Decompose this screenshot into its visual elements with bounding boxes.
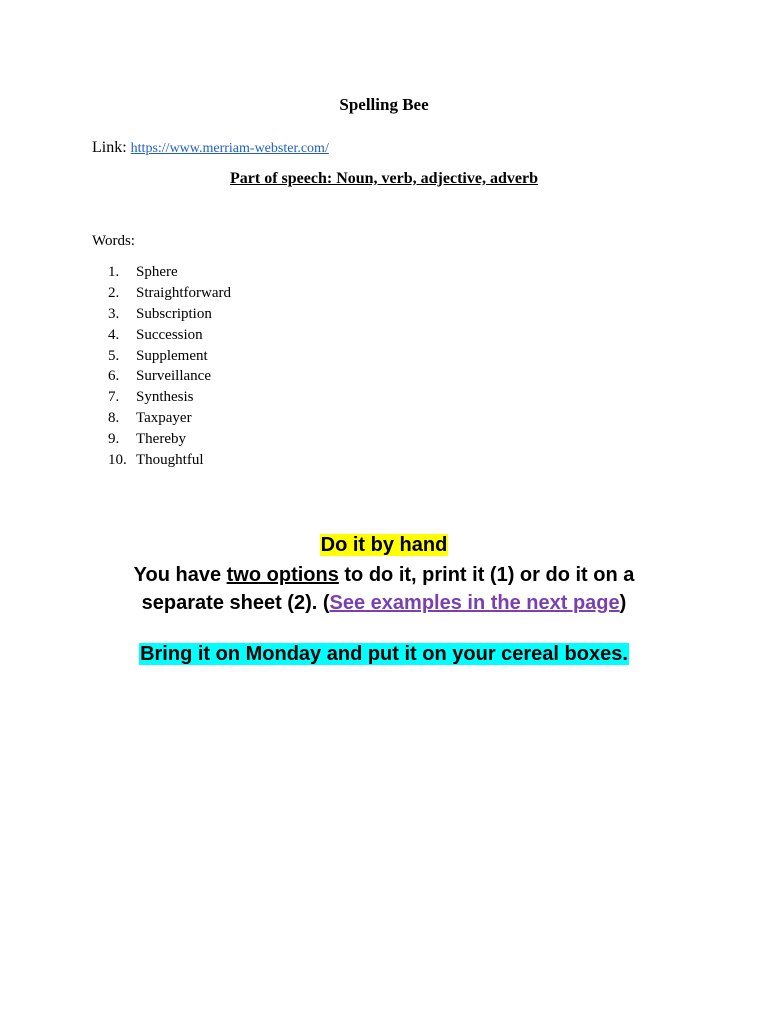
list-number: 2. (108, 284, 120, 301)
options-line2-suffix: ) (619, 592, 627, 614)
list-item (108, 346, 231, 367)
do-by-hand-line (0, 534, 768, 557)
list-item (108, 366, 231, 387)
link-line (92, 139, 329, 157)
options-suffix: to do it, print it (1) or do it on a (338, 564, 635, 586)
list-item (108, 304, 231, 325)
document-title: Spelling Bee (339, 95, 429, 114)
list-word: Succession (136, 326, 203, 343)
examples-link[interactable]: See examples in the next page (329, 592, 620, 614)
list-word: Straightforward (136, 284, 231, 301)
list-word: Thereby (136, 431, 186, 448)
list-item (108, 387, 231, 408)
list-item (108, 408, 231, 429)
options-prefix: You have (133, 564, 227, 586)
options-line2-prefix: separate sheet (2). ( (141, 592, 330, 614)
list-item (108, 325, 231, 346)
list-word: Taxpayer (136, 410, 192, 427)
list-item (108, 450, 231, 471)
list-number: 8. (108, 410, 120, 427)
words-label: Words: (92, 233, 135, 249)
list-item (108, 429, 231, 450)
list-number: 5. (108, 347, 120, 364)
list-number: 1. (108, 264, 120, 280)
options-line-2 (0, 589, 768, 617)
bring-it-highlight: Bring it on Monday and put it on your cereal boxes. (140, 643, 628, 665)
word-list (108, 262, 231, 471)
list-item (108, 283, 231, 304)
list-number: 9. (108, 431, 120, 448)
list-word: Sphere (136, 264, 178, 280)
merriam-webster-link[interactable]: https://www.merriam-webster.com/ (130, 141, 329, 156)
part-of-speech-heading: Part of speech: Noun, verb, adjective, adverb (230, 170, 538, 187)
do-by-hand-highlight: Do it by hand (320, 534, 448, 556)
list-word: Surveillance (136, 368, 211, 385)
list-number: 3. (108, 305, 120, 322)
options-line-1 (0, 561, 768, 589)
options-underlined: two options (226, 564, 339, 586)
list-number: 4. (108, 326, 120, 343)
link-label: Link: (92, 139, 127, 156)
list-word: Subscription (136, 305, 212, 322)
list-item (108, 262, 231, 283)
list-number: 7. (108, 389, 120, 406)
bring-it-line (0, 643, 768, 666)
list-word: Synthesis (136, 389, 194, 406)
list-number: 10. (108, 452, 127, 469)
list-number: 6. (108, 368, 120, 385)
list-word: Thoughtful (136, 452, 204, 469)
list-word: Supplement (136, 347, 208, 364)
